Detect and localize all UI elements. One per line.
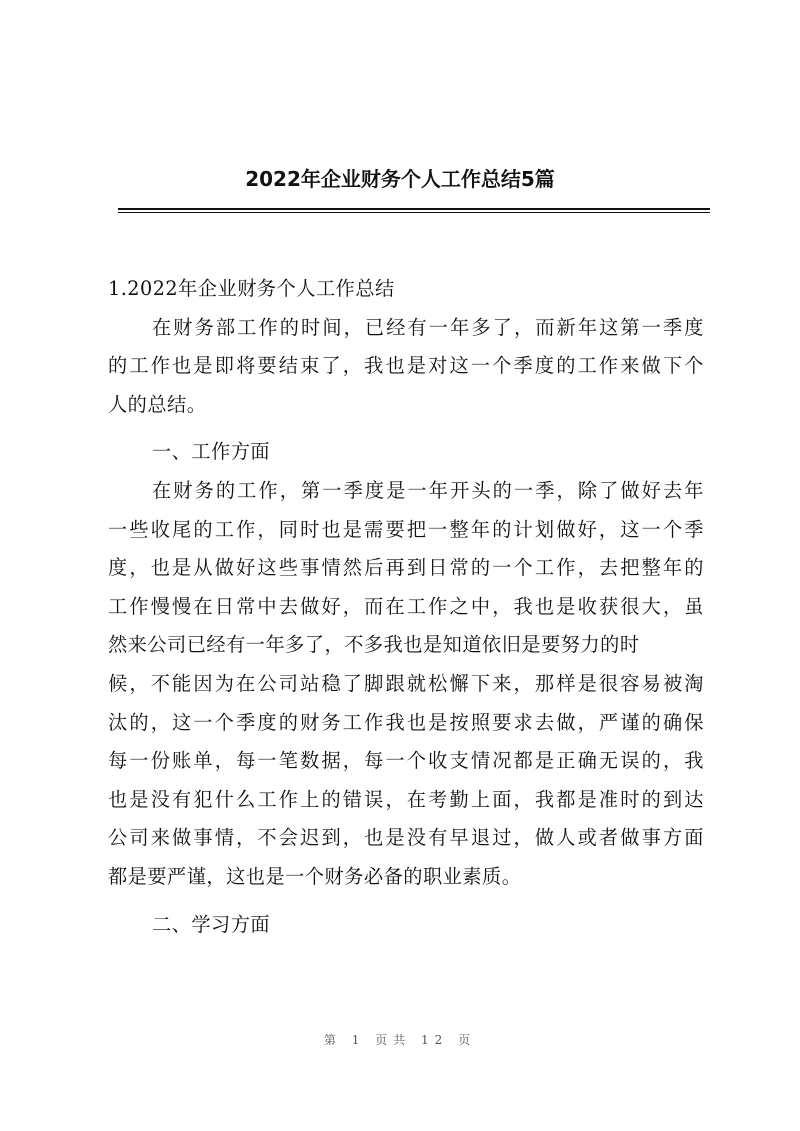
paragraph-line: 都是要严谨，这也是一个财务必备的职业素质。 <box>108 864 522 888</box>
paragraph-line: 人的总结。 <box>108 392 207 416</box>
paragraph-line: 的工作也是即将要结束了，我也是对这一个季度的工作来做下个 <box>108 354 704 378</box>
subheading-study: 二、学习方面 <box>152 912 271 936</box>
paragraph-line: 工作慢慢在日常中去做好，而在工作之中，我也是收获很大，虽 <box>108 594 704 618</box>
document-body <box>108 270 704 944</box>
document-title: 2022年企业财务个人工作总结5篇 <box>245 167 555 191</box>
paragraph-line: 也是没有犯什么工作上的错误，在考勤上面，我都是准时的到达 <box>108 787 704 811</box>
paragraph-line: 汰的，这一个季度的财务工作我也是按照要求去做，严谨的确保 <box>108 710 704 734</box>
subheading-work: 一、工作方面 <box>152 440 271 464</box>
paragraph-line: 一些收尾的工作，同时也是需要把一整年的计划做好，这一个季 <box>108 517 704 541</box>
section-heading: 1.2022年企业财务个人工作总结 <box>108 277 395 300</box>
paragraph-line: 候，不能因为在公司站稳了脚跟就松懈下来，那样是很容易被淘 <box>108 671 704 695</box>
paragraph-line: 在财务部工作的时间，已经有一年多了，而新年这第一季度 <box>152 315 704 339</box>
paragraph-gap <box>108 897 704 906</box>
paragraph-gap <box>108 424 704 433</box>
paragraph-line: 然来公司已经有一年多了，不多我也是知道依旧是要努力的时 <box>108 633 640 657</box>
paragraph-line: 度，也是从做好这些事情然后再到日常的一个工作，去把整年的 <box>108 556 704 580</box>
page-footer: 第 1 页共 12 页 <box>323 1033 477 1047</box>
title-divider <box>118 208 710 213</box>
paragraph-line: 在财务的工作，第一季度是一年开头的一季，除了做好去年 <box>152 478 704 502</box>
paragraph-line: 每一份账单，每一笔数据，每一个收支情况都是正确无误的，我 <box>108 749 704 773</box>
paragraph-line: 公司来做事情，不会迟到，也是没有早退过，做人或者做事方面 <box>108 826 704 850</box>
